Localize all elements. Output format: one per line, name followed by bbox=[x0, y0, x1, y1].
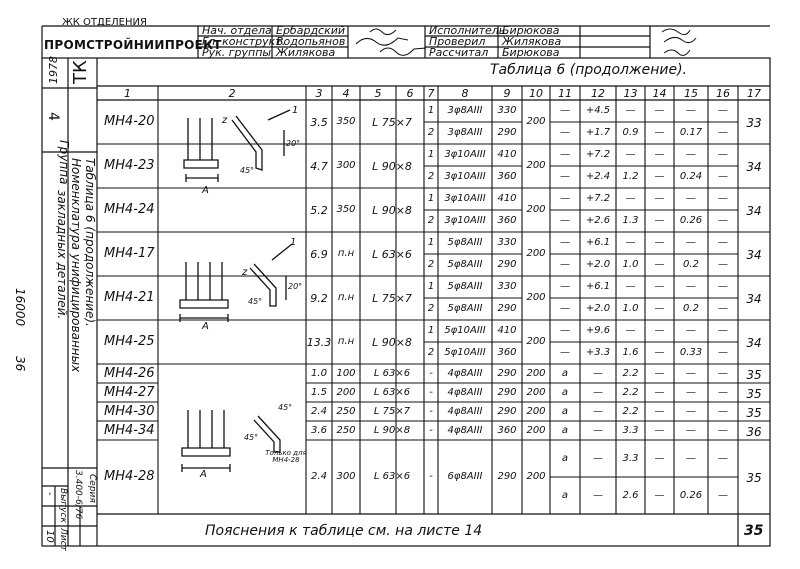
name-calculated: Бирюкова bbox=[502, 46, 560, 59]
cell-c16: — bbox=[718, 171, 728, 182]
cell-c9: 290 bbox=[497, 386, 517, 398]
cell-angle: L 75×7 bbox=[372, 116, 412, 129]
cell-c9: 330 bbox=[497, 237, 517, 248]
cell-c7: 2 bbox=[427, 259, 435, 270]
year: 1978 bbox=[47, 56, 60, 84]
cell-c14: — bbox=[654, 259, 665, 270]
cell-mass: 13.3 bbox=[306, 336, 332, 349]
cell-c11: — bbox=[560, 237, 570, 248]
cell-c12: — bbox=[593, 367, 603, 379]
cell-c56: L 63×6 bbox=[373, 386, 411, 398]
row-mark: МН4-27 bbox=[104, 384, 155, 400]
cell-length: п.н bbox=[337, 336, 355, 347]
sketch3-45deg-top: 45° bbox=[278, 403, 293, 412]
sketch3-a: A bbox=[200, 469, 207, 480]
cell-c8: 5φ8AIII bbox=[447, 259, 483, 270]
sketch2-one: 1 bbox=[290, 237, 297, 248]
cell-c17: 35 bbox=[746, 386, 762, 401]
cell-c9: 360 bbox=[497, 424, 517, 436]
cell-c14: — bbox=[654, 237, 665, 248]
cell-c8: 3φ10AIII bbox=[444, 215, 486, 226]
cell-c16: — bbox=[718, 452, 728, 464]
cell-c9: 290 bbox=[497, 367, 517, 379]
cell-c11: — bbox=[560, 171, 570, 182]
cell-c7: 1 bbox=[427, 149, 435, 160]
signature-6 bbox=[664, 50, 690, 55]
cell-c12: +2.6 bbox=[585, 215, 611, 226]
cell-c9: 360 bbox=[497, 347, 517, 358]
sketch2-20deg: 20° bbox=[288, 282, 303, 291]
cell-c14: — bbox=[654, 149, 665, 160]
cell-c17: 35 bbox=[746, 405, 762, 420]
cell-mass: 6.9 bbox=[310, 248, 328, 261]
row-mark: МН4-34 bbox=[104, 422, 155, 438]
cell-c10: 200 bbox=[526, 405, 546, 417]
cell-c13: 1.3 bbox=[622, 215, 639, 226]
cell-c8: 4φ8AIII bbox=[447, 424, 483, 436]
column-number: 11 bbox=[558, 87, 572, 100]
cell-mass: 3.5 bbox=[310, 116, 328, 129]
cell-c7: - bbox=[429, 367, 433, 379]
cell-c11: a bbox=[561, 386, 569, 398]
cell-c13: 0.9 bbox=[622, 127, 639, 138]
cell-c3: 3.6 bbox=[311, 424, 327, 436]
cell-c7: - bbox=[429, 386, 433, 398]
cell-c8: 3φ8AIII bbox=[447, 127, 483, 138]
cell-c8: 3φ8AIII bbox=[447, 105, 483, 116]
column-number: 15 bbox=[684, 87, 698, 100]
sketch3-note: Только для МН4-28 bbox=[265, 449, 307, 465]
cell-c15: 0.33 bbox=[679, 347, 703, 358]
cell-mass: 4.7 bbox=[310, 160, 328, 173]
cell-c9: 330 bbox=[497, 281, 517, 292]
sheet-value: 10 bbox=[44, 530, 55, 543]
group-value: 4 bbox=[45, 112, 61, 121]
cell-angle: L 90×8 bbox=[372, 204, 412, 217]
cell-c13: — bbox=[625, 105, 636, 116]
cell-angle: L 75×7 bbox=[372, 292, 412, 305]
cell-c9: 410 bbox=[497, 149, 517, 160]
cell-c14: — bbox=[654, 171, 665, 182]
column-number: 9 bbox=[503, 87, 511, 100]
cell-c9: 290 bbox=[497, 259, 517, 270]
cell-c7: - bbox=[429, 405, 433, 417]
column-number: 5 bbox=[374, 87, 382, 100]
footer-note: Пояснения к таблице см. на листе 14 bbox=[205, 523, 483, 539]
cell-c12: +4.5 bbox=[585, 105, 611, 116]
cell-c11: — bbox=[560, 215, 570, 226]
signature-4 bbox=[662, 29, 690, 35]
cell-c16: — bbox=[718, 149, 728, 160]
cell-c10: 200 bbox=[526, 248, 546, 259]
cell-c13: 1.0 bbox=[622, 303, 639, 314]
cell-c17: 34 bbox=[746, 248, 762, 262]
cell-c12: — bbox=[593, 452, 603, 464]
cell-c13: 3.3 bbox=[622, 424, 639, 436]
cell-c15: 0.24 bbox=[679, 171, 703, 182]
cell-c8: 4φ8AIII bbox=[447, 367, 483, 379]
cell-c9: 290 bbox=[497, 471, 517, 482]
role-group: Рук. группы bbox=[202, 46, 272, 59]
cell-c8: 5φ8AIII bbox=[447, 237, 483, 248]
cell-c8: 5φ8AIII bbox=[447, 281, 483, 292]
cell-c14: — bbox=[654, 452, 665, 464]
column-number: 10 bbox=[529, 87, 543, 100]
cell-angle: L 90×8 bbox=[372, 336, 412, 349]
margin-num: 36 bbox=[13, 356, 27, 372]
role-calculated: Рассчитал bbox=[429, 46, 489, 59]
column-number: 12 bbox=[591, 87, 605, 100]
cell-c8: 4φ8AIII bbox=[447, 386, 483, 398]
cell-c8: 3φ10AIII bbox=[444, 171, 486, 182]
cell-c11: a bbox=[561, 405, 569, 417]
cell-c14: — bbox=[654, 367, 665, 379]
cell-c17: 36 bbox=[746, 424, 762, 439]
cell-c15: — bbox=[686, 193, 696, 204]
cell-c12: — bbox=[593, 489, 603, 501]
cell-c15: 0.2 bbox=[683, 303, 699, 314]
cell-c9: 290 bbox=[497, 303, 517, 314]
cell-angle: L 90×8 bbox=[372, 160, 412, 173]
cell-c14: — bbox=[654, 105, 665, 116]
sketch2-z: z bbox=[242, 267, 248, 278]
cell-c10: 200 bbox=[526, 336, 546, 347]
cell-c16: — bbox=[718, 105, 728, 116]
group-label: Группа bbox=[57, 140, 71, 185]
side-title-3: закладных деталей. bbox=[55, 190, 69, 320]
cell-c10: 200 bbox=[526, 116, 546, 127]
cell-c56: L 63×6 bbox=[373, 367, 411, 379]
cell-c13: 2.2 bbox=[622, 367, 639, 379]
cell-c12: +7.2 bbox=[585, 193, 611, 204]
cell-c13: — bbox=[625, 325, 636, 336]
sketch3-45deg: 45° bbox=[244, 433, 259, 442]
sketch2-a: A bbox=[202, 321, 209, 332]
cell-c13: 2.2 bbox=[622, 405, 639, 417]
side-title-1: Таблица 6 (продолжение). bbox=[83, 158, 97, 327]
cell-c13: — bbox=[625, 193, 636, 204]
cell-c14: — bbox=[654, 325, 665, 336]
cell-c13: — bbox=[625, 149, 636, 160]
column-number: 8 bbox=[461, 87, 469, 100]
issue-label: Выпуск bbox=[58, 488, 68, 523]
cell-c16: — bbox=[718, 127, 728, 138]
cell-c17: 34 bbox=[746, 160, 762, 174]
margin-code: 16000 bbox=[13, 288, 27, 327]
column-number: 7 bbox=[427, 87, 435, 100]
cell-c14: — bbox=[654, 127, 665, 138]
cell-c14: — bbox=[654, 489, 665, 501]
cell-c8: 5φ8AIII bbox=[447, 303, 483, 314]
column-number: 1 bbox=[124, 87, 131, 100]
cell-c13: — bbox=[625, 281, 636, 292]
cell-c14: — bbox=[654, 281, 665, 292]
cell-angle: L 63×6 bbox=[372, 248, 412, 261]
cell-c10: 200 bbox=[526, 471, 546, 482]
cell-c9: 290 bbox=[497, 127, 517, 138]
name-checked: Жилякова bbox=[502, 35, 562, 48]
cell-c15: — bbox=[686, 405, 696, 417]
cell-c13: 1.2 bbox=[622, 171, 639, 182]
cell-c10: 200 bbox=[526, 204, 546, 215]
cell-length: п.н bbox=[337, 292, 355, 303]
header-top-partial: ЖК ОТДЕЛЕНИЯ bbox=[62, 17, 147, 28]
cell-c11: a bbox=[561, 367, 569, 379]
cell-c14: — bbox=[654, 215, 665, 226]
cell-c7: 1 bbox=[427, 105, 435, 116]
cell-c56: L 63×6 bbox=[373, 471, 411, 482]
cell-c16: — bbox=[718, 367, 728, 379]
role-executor: Исполнитель bbox=[429, 24, 506, 37]
cell-c11: a bbox=[561, 489, 569, 501]
cell-c7: 2 bbox=[427, 347, 435, 358]
cell-c12: +3.3 bbox=[585, 347, 611, 358]
cell-c11: — bbox=[560, 325, 570, 336]
cell-c9: 360 bbox=[497, 215, 517, 226]
cell-c8: 6φ8AIII bbox=[447, 471, 483, 482]
cell-c10: 200 bbox=[526, 367, 546, 379]
cell-c11: — bbox=[560, 303, 570, 314]
cell-c12: — bbox=[593, 405, 603, 417]
cell-c13: 1.0 bbox=[622, 259, 639, 270]
cell-c16: — bbox=[718, 237, 728, 248]
series-label: Серия bbox=[87, 474, 97, 503]
cell-c3: 2.4 bbox=[311, 405, 327, 417]
cell-c12: +1.7 bbox=[585, 127, 611, 138]
tk-label: ТК bbox=[70, 60, 91, 84]
cell-c12: — bbox=[593, 386, 603, 398]
cell-c16: — bbox=[718, 424, 728, 436]
page-number: 35 bbox=[744, 523, 764, 539]
cell-c56: L 90×8 bbox=[373, 424, 411, 436]
table-title: Таблица 6 (продолжение). bbox=[490, 62, 687, 78]
cell-c3: 1.5 bbox=[311, 386, 327, 398]
sketch1-one: 1 bbox=[292, 105, 299, 116]
name-chief: Водопьянов bbox=[276, 35, 346, 48]
name-group: Жилякова bbox=[276, 46, 336, 59]
cell-c14: — bbox=[654, 303, 665, 314]
sketch1-20deg: 20° bbox=[286, 139, 301, 148]
cell-c15: 0.26 bbox=[679, 215, 703, 226]
sketch1-z: z bbox=[222, 115, 228, 126]
signature-3 bbox=[380, 48, 426, 55]
cell-c15: — bbox=[686, 452, 696, 464]
cell-c8: 3φ10AIII bbox=[444, 193, 486, 204]
cell-c11: — bbox=[560, 105, 570, 116]
cell-c4: 300 bbox=[336, 471, 356, 482]
cell-c15: 0.2 bbox=[683, 259, 699, 270]
column-number: 17 bbox=[747, 87, 761, 100]
cell-c16: — bbox=[718, 386, 728, 398]
cell-length: 300 bbox=[336, 160, 356, 171]
cell-c7: 2 bbox=[427, 171, 435, 182]
cell-c9: 410 bbox=[497, 325, 517, 336]
cell-c11: — bbox=[560, 127, 570, 138]
name-head: Ербардский bbox=[276, 24, 346, 37]
cell-c11: a bbox=[561, 452, 569, 464]
sketch2-45deg: 45° bbox=[248, 297, 263, 306]
cell-c17: 34 bbox=[746, 292, 762, 306]
sheet-label: Лист bbox=[58, 528, 68, 551]
cell-c4: 250 bbox=[336, 405, 356, 417]
cell-length: 350 bbox=[336, 204, 356, 215]
cell-c17: 33 bbox=[746, 116, 762, 130]
cell-c16: — bbox=[718, 193, 728, 204]
cell-c11: — bbox=[560, 149, 570, 160]
series-value: 3.400-6/76 bbox=[73, 470, 83, 520]
cell-c15: — bbox=[686, 424, 696, 436]
cell-c9: 290 bbox=[497, 405, 517, 417]
cell-c12: +9.6 bbox=[585, 325, 611, 336]
cell-c9: 360 bbox=[497, 171, 517, 182]
cell-c4: 200 bbox=[336, 386, 356, 398]
cell-c10: 200 bbox=[526, 160, 546, 171]
cell-c8: 5φ10AIII bbox=[444, 325, 486, 336]
cell-length: п.н bbox=[337, 248, 355, 259]
cell-c10: 200 bbox=[526, 292, 546, 303]
cell-c12: — bbox=[593, 424, 603, 436]
cell-c15: — bbox=[686, 367, 696, 379]
cell-c17: 35 bbox=[746, 471, 762, 485]
cell-c16: — bbox=[718, 259, 728, 270]
sketch1-a: A bbox=[202, 185, 209, 196]
cell-mass: 9.2 bbox=[310, 292, 328, 305]
cell-c3: 1.0 bbox=[311, 367, 327, 379]
cell-c7: - bbox=[429, 424, 433, 436]
sketch1-45deg: 45° bbox=[240, 166, 255, 175]
cell-c12: +2.0 bbox=[585, 259, 611, 270]
cell-c11: — bbox=[560, 193, 570, 204]
cell-c7: 1 bbox=[427, 325, 435, 336]
cell-c16: — bbox=[718, 281, 728, 292]
cell-c14: — bbox=[654, 347, 665, 358]
row-mark: МН4-21 bbox=[104, 290, 155, 305]
cell-c11: — bbox=[560, 259, 570, 270]
cell-c17: 34 bbox=[746, 204, 762, 218]
signature-2 bbox=[356, 38, 408, 45]
signature-5 bbox=[664, 37, 696, 42]
cell-c12: +6.1 bbox=[585, 237, 611, 248]
cell-c3: 2.4 bbox=[311, 471, 327, 482]
cell-c9: 410 bbox=[497, 193, 517, 204]
cell-c9: 330 bbox=[497, 105, 517, 116]
row-mark: МН4-28 bbox=[104, 469, 155, 484]
cell-c12: +2.4 bbox=[585, 171, 611, 182]
cell-c8: 4φ8AIII bbox=[447, 405, 483, 417]
cell-c11: — bbox=[560, 281, 570, 292]
row-mark: МН4-23 bbox=[104, 158, 155, 173]
column-number: 6 bbox=[406, 87, 414, 100]
row-mark: МН4-25 bbox=[104, 334, 155, 349]
role-chief: Гл. конструкт. bbox=[202, 35, 286, 48]
cell-c15: — bbox=[686, 105, 696, 116]
cell-c10: 200 bbox=[526, 424, 546, 436]
cell-c4: 250 bbox=[336, 424, 356, 436]
cell-c10: 200 bbox=[526, 386, 546, 398]
cell-c8: 3φ10AIII bbox=[444, 149, 486, 160]
cell-c16: — bbox=[718, 489, 728, 501]
cell-c15: — bbox=[686, 237, 696, 248]
organization-name: ПРОМСТРОЙНИИПРОЕКТ bbox=[44, 38, 222, 52]
cell-c14: — bbox=[654, 193, 665, 204]
cell-c17: 34 bbox=[746, 336, 762, 350]
cell-c17: 35 bbox=[746, 367, 762, 382]
cell-c4: 100 bbox=[336, 367, 356, 379]
cell-c7: 1 bbox=[427, 193, 435, 204]
cell-c16: — bbox=[718, 347, 728, 358]
cell-c7: 2 bbox=[427, 215, 435, 226]
row-mark: МН4-20 bbox=[104, 114, 155, 129]
cell-c14: — bbox=[654, 386, 665, 398]
cell-c7: 1 bbox=[427, 281, 435, 292]
cell-c13: 1.6 bbox=[622, 347, 639, 358]
side-title-2: Номенклатура унифицированных bbox=[69, 158, 83, 373]
cell-c15: — bbox=[686, 281, 696, 292]
cell-c7: - bbox=[429, 471, 433, 482]
cell-c12: +6.1 bbox=[585, 281, 611, 292]
cell-c7: 2 bbox=[427, 127, 435, 138]
cell-c14: — bbox=[654, 405, 665, 417]
signature-1 bbox=[370, 29, 396, 35]
cell-c13: 2.2 bbox=[622, 386, 639, 398]
role-checked: Проверил bbox=[429, 35, 486, 48]
cell-c16: — bbox=[718, 405, 728, 417]
name-executor: Бирюкова bbox=[502, 24, 560, 37]
cell-length: 350 bbox=[336, 116, 356, 127]
cell-c7: 2 bbox=[427, 303, 435, 314]
cell-c11: — bbox=[560, 347, 570, 358]
cell-c11: a bbox=[561, 424, 569, 436]
role-head: Нач. отдела bbox=[202, 24, 272, 37]
cell-c15: — bbox=[686, 325, 696, 336]
row-mark: МН4-17 bbox=[104, 246, 155, 261]
cell-c12: +7.2 bbox=[585, 149, 611, 160]
column-number: 16 bbox=[716, 87, 730, 100]
cell-c15: — bbox=[686, 386, 696, 398]
column-number: 2 bbox=[228, 87, 236, 100]
column-number: 4 bbox=[342, 87, 350, 100]
cell-mass: 5.2 bbox=[310, 204, 328, 217]
cell-c16: — bbox=[718, 215, 728, 226]
cell-c13: 3.3 bbox=[622, 452, 639, 464]
cell-c15: 0.17 bbox=[679, 127, 703, 138]
cell-c13: 2.6 bbox=[622, 489, 639, 501]
cell-c7: 1 bbox=[427, 237, 435, 248]
cell-c12: +2.0 bbox=[585, 303, 611, 314]
cell-c15: — bbox=[686, 149, 696, 160]
column-number: 3 bbox=[315, 87, 323, 100]
cell-c13: — bbox=[625, 237, 636, 248]
issue-value: - bbox=[44, 492, 55, 496]
cell-c16: — bbox=[718, 325, 728, 336]
cell-c15: 0.26 bbox=[679, 489, 703, 501]
row-mark: МН4-26 bbox=[104, 365, 155, 381]
cell-c14: — bbox=[654, 424, 665, 436]
column-number: 13 bbox=[623, 87, 638, 100]
row-mark: МН4-30 bbox=[104, 403, 155, 419]
column-number: 14 bbox=[652, 87, 667, 100]
cell-c16: — bbox=[718, 303, 728, 314]
cell-c56: L 75×7 bbox=[373, 405, 411, 417]
row-mark: МН4-24 bbox=[104, 202, 155, 217]
cell-c8: 5φ10AIII bbox=[444, 347, 486, 358]
